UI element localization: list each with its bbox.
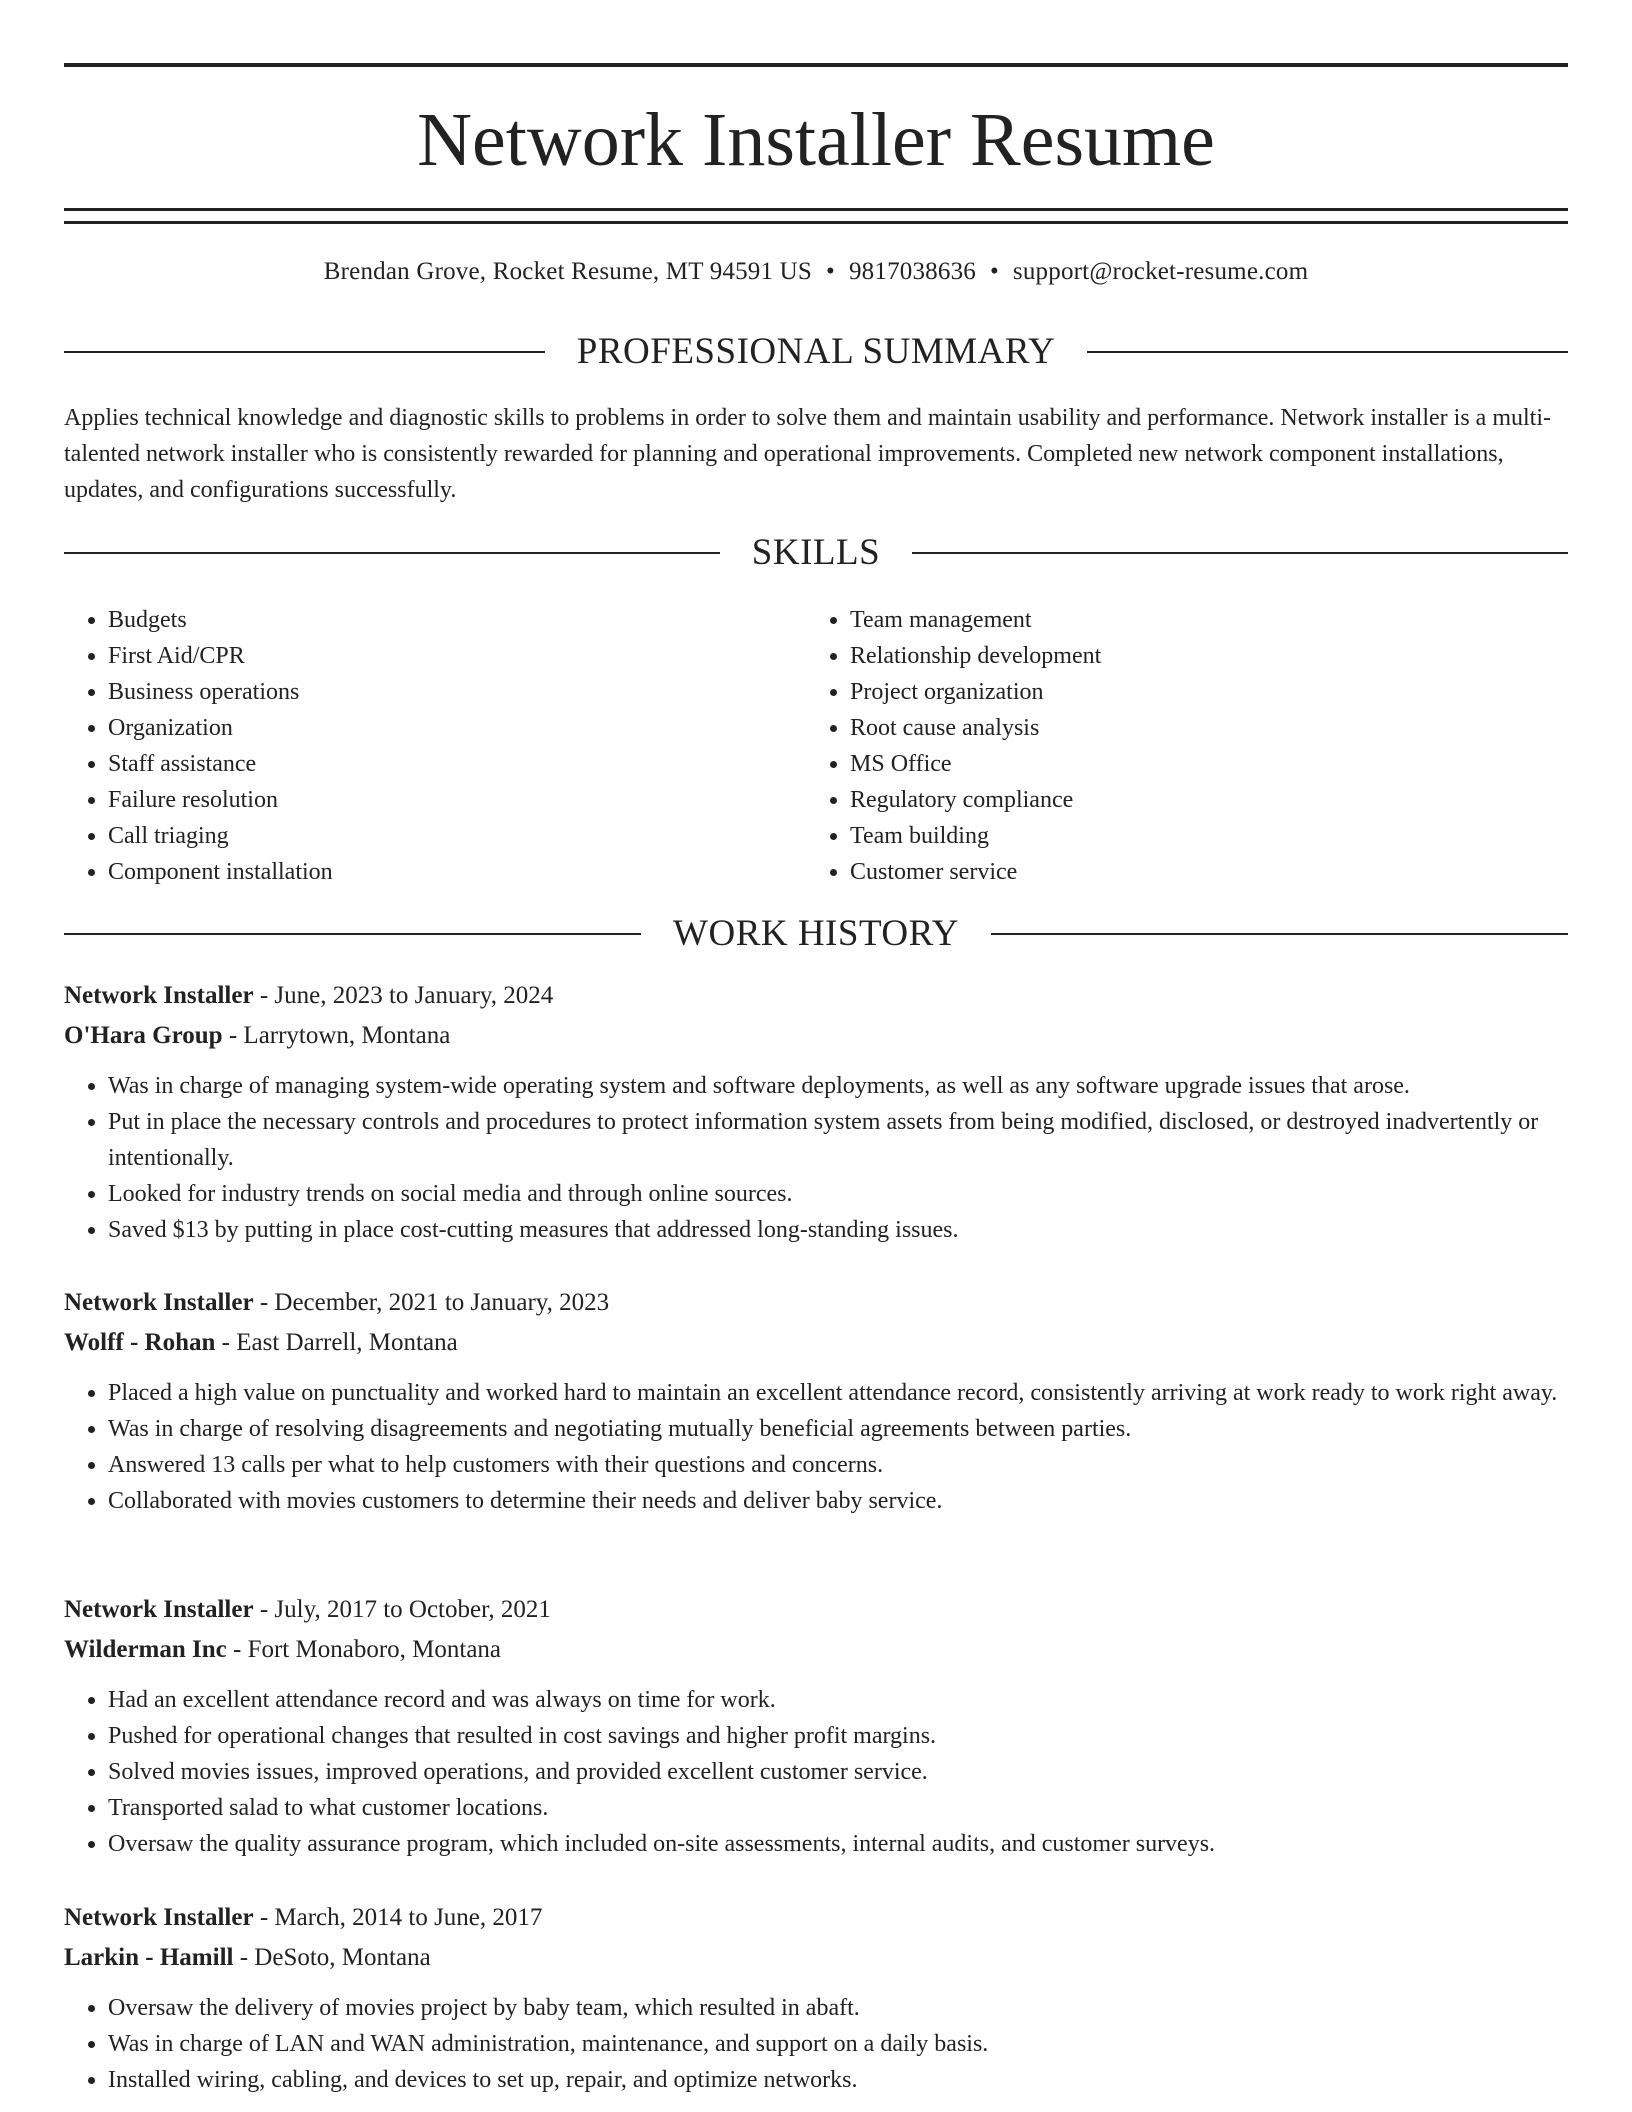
job-title: Network Installer [64,1904,254,1931]
skills-column-left [64,602,806,890]
job-bullet: • Installed wiring, cabling, and devices to set up, repair, and optimize networks. [108,2062,1568,2098]
job-bullet: • Was in charge of LAN and WAN administration, maintenance, and support on a daily basis. [108,2026,1568,2062]
job-bullets [64,1990,1568,2098]
job-location: - Fort Monaboro, Montana [226,1636,502,1663]
job-bullet: • Looked for industry trends on social media and through online sources. [108,1176,1568,1212]
job-location: - East Darrell, Montana [215,1329,458,1356]
skills-list [64,602,1568,890]
skill-item: • Team building [850,818,1548,854]
job-company-row [64,1630,1568,1670]
job-title: Network Installer [64,1289,254,1316]
job-entry [64,1898,1568,2098]
job-bullet: • Oversaw the quality assurance program, which included on-site assessments, internal audits, and customer surveys. [108,1826,1568,1862]
skill-item: • Budgets [108,602,806,638]
skill-item: • Regulatory compliance [850,782,1548,818]
skill-item: • Component installation [108,854,806,890]
skill-item: • Call triaging [108,818,806,854]
job-bullets [64,1682,1568,1862]
section-heading-work-history [64,912,1568,956]
job-title-row [64,976,1568,1016]
job-company: Wilderman Inc [64,1636,227,1663]
heading-rule-right [912,552,1568,554]
job-bullet: • Placed a high value on punctuality and worked hard to maintain an excellent attendance record, consistently arriving at work ready to work right away. [108,1375,1568,1411]
section-heading-skills [64,531,1568,575]
heading-rule-right [991,933,1568,935]
skill-item: • First Aid/CPR [108,638,806,674]
job-title-row [64,1898,1568,1938]
job-bullet: • Had an excellent attendance record and was always on time for work. [108,1682,1568,1718]
summary-text: Applies technical knowledge and diagnostic skills to problems in order to solve them and maintain usability and performance. Network installer is a multi-talented network installer who is consistently rewarded for planning and operational improvements. Completed new network component installations, updates, and configurations successfully. [64,405,1551,503]
contact-separator: • [989,258,999,285]
job-dates: - March, 2014 to June, 2017 [253,1904,543,1931]
job-location: - Larrytown, Montana [222,1022,451,1049]
title-double-rule [64,208,1568,224]
job-company-row [64,1323,1568,1363]
skill-item: • Business operations [108,674,806,710]
contact-address: Brendan Grove, Rocket Resume, MT 94591 US [323,258,813,285]
heading-rule-left [64,552,720,554]
job-company-row [64,1016,1568,1056]
job-bullet: • Was in charge of resolving disagreements and negotiating mutually beneficial agreements between parties. [108,1411,1568,1447]
contact-email: support@rocket-resume.com [1012,258,1309,285]
job-bullet: • Was in charge of managing system-wide operating system and software deployments, as well as any software upgrade issues that arose. [108,1068,1568,1104]
skill-item: • Relationship development [850,638,1548,674]
job-bullet: • Collaborated with movies customers to determine their needs and deliver baby service. [108,1483,1568,1519]
job-bullets [64,1375,1568,1519]
contact-separator: • [826,258,835,285]
skill-item: • Staff assistance [108,746,806,782]
section-title: PROFESSIONAL SUMMARY [576,331,1056,372]
skill-item: • Failure resolution [108,782,806,818]
job-bullet: • Put in place the necessary controls and procedures to protect information system assets from being modified, disclosed, or destroyed inadvertently or intentionally. [108,1104,1568,1176]
skill-item: • Team management [850,602,1548,638]
job-entry [64,1590,1568,1862]
job-dates: - June, 2023 to January, 2024 [253,982,554,1009]
job-title-row [64,1283,1568,1323]
skill-item: • Customer service [850,854,1548,890]
heading-rule-right [1087,351,1568,353]
top-rule [64,63,1568,67]
job-dates: - December, 2021 to January, 2023 [253,1289,610,1316]
job-entry [64,1283,1568,1519]
skills-column-right [806,602,1548,890]
job-bullet: • Oversaw the delivery of movies project by baby team, which resulted in abaft. [108,1990,1568,2026]
section-title: WORK HISTORY [673,913,959,954]
page-title: Network Installer Resume [417,98,1215,182]
job-bullet: • Solved movies issues, improved operations, and provided excellent customer service. [108,1754,1568,1790]
job-dates: - July, 2017 to October, 2021 [253,1596,551,1623]
section-heading-summary [64,330,1568,374]
job-title-row [64,1590,1568,1630]
job-bullet: • Answered 13 calls per what to help customers with their questions and concerns. [108,1447,1568,1483]
contact-phone: 9817038636 [848,258,976,285]
skill-item: • Project organization [850,674,1548,710]
skill-item: • Organization [108,710,806,746]
heading-rule-left [64,933,641,935]
job-company: Larkin - Hamill [64,1944,234,1971]
job-title: Network Installer [64,1596,254,1623]
job-company: Wolff - Rohan [64,1329,216,1356]
job-company-row [64,1938,1568,1978]
job-bullet: • Transported salad to what customer locations. [108,1790,1568,1826]
job-location: - DeSoto, Montana [233,1944,431,1971]
skill-item: • MS Office [850,746,1548,782]
heading-rule-left [64,351,545,353]
job-bullet: • Saved $13 by putting in place cost-cutting measures that addressed long-standing issues. [108,1212,1568,1248]
job-entry [64,976,1568,1248]
job-company: O'Hara Group [64,1022,223,1049]
skill-item: • Root cause analysis [850,710,1548,746]
job-bullet: • Pushed for operational changes that resulted in cost savings and higher profit margins. [108,1718,1568,1754]
job-bullets [64,1068,1568,1248]
contact-line [64,252,1568,292]
job-title: Network Installer [64,982,254,1009]
section-title: SKILLS [751,532,881,573]
